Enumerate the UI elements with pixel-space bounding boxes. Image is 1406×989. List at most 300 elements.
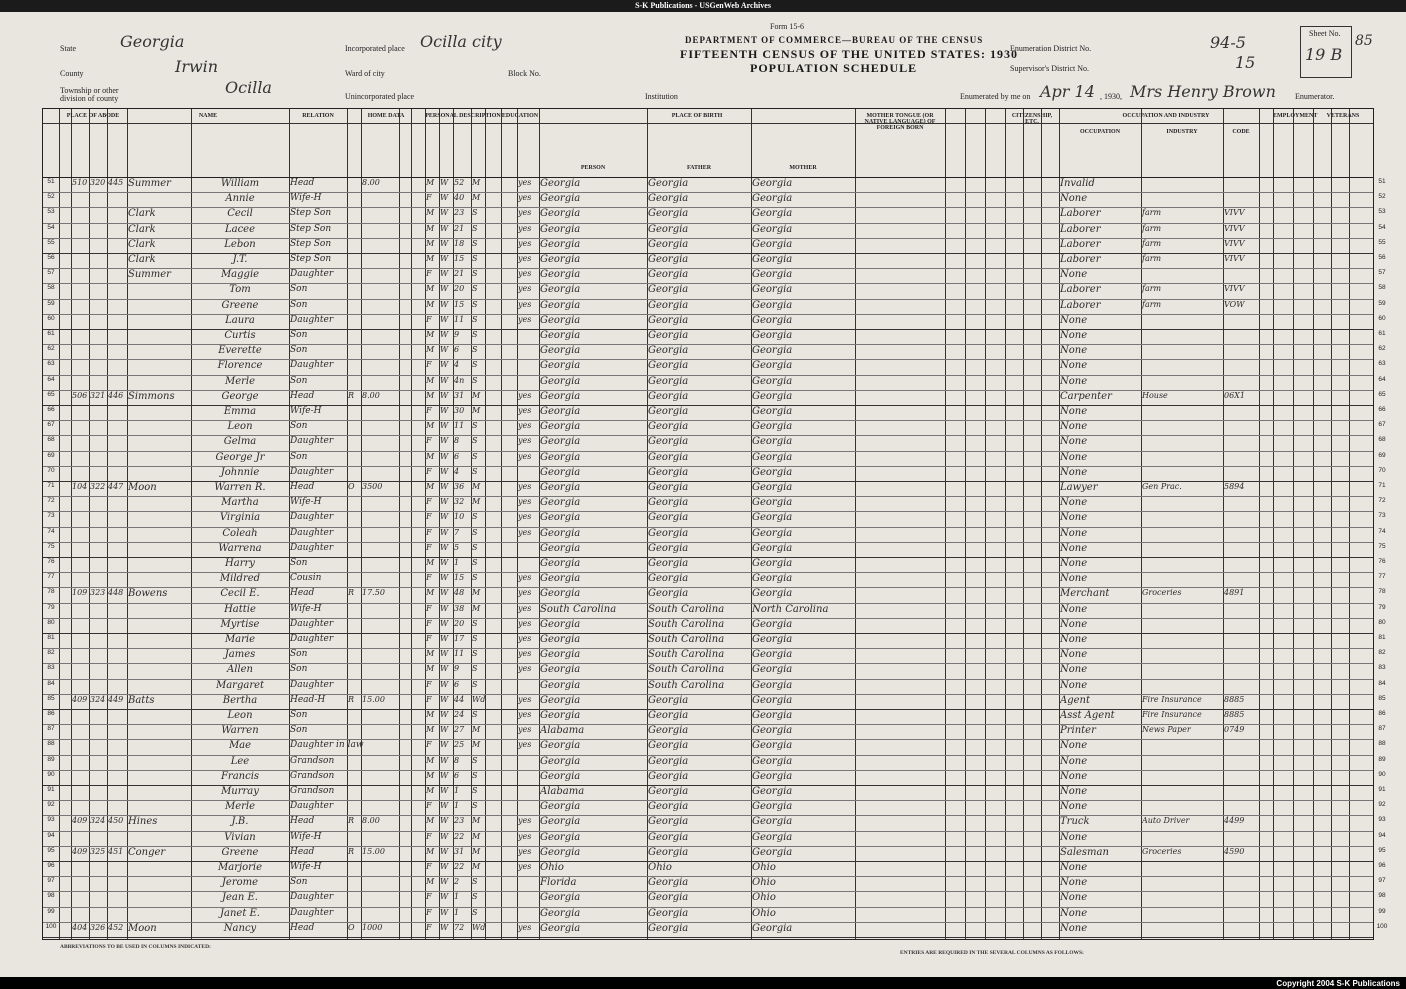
cell-mbp: Ohio — [752, 907, 776, 919]
cell-given: Cecil E. — [220, 588, 260, 600]
cell-ind: Auto Driver — [1142, 816, 1190, 826]
cell-age: 22 — [454, 862, 465, 871]
row-number-right: 58 — [1378, 284, 1386, 292]
cell-rel: Head-H — [290, 694, 326, 705]
cell-bp: Georgia — [540, 193, 581, 205]
cell-rel: Daughter — [290, 892, 334, 903]
cell-code: VIVV — [1224, 238, 1245, 248]
cell-mar: S — [472, 436, 478, 446]
row-number-right: 51 — [1378, 178, 1386, 185]
cell-fn: 447 — [108, 482, 124, 491]
cell-given: Mildred — [219, 573, 261, 585]
cell-code: VIVV — [1224, 254, 1245, 263]
cell-sex: F — [426, 740, 432, 750]
cell-rel: Son — [290, 299, 308, 310]
cell-race: W — [440, 740, 449, 750]
cell-occ: None — [1060, 634, 1088, 645]
group-header: CITIZENSHIP, ETC. — [1011, 113, 1053, 125]
cell-rel: Step Son — [290, 208, 332, 219]
cell-sex: M — [426, 390, 435, 400]
enum-district-value: 94-5 — [1210, 33, 1246, 52]
row-number: 70 — [47, 466, 55, 474]
row-number-right: 52 — [1378, 193, 1386, 201]
row-number-right: 76 — [1378, 558, 1386, 565]
cell-eng: yes — [518, 451, 532, 461]
cell-fbp: Georgia — [648, 421, 689, 433]
birth-subheader: MOTHER — [789, 165, 817, 171]
cell-mbp: Georgia — [752, 664, 793, 676]
row-number: 94 — [47, 831, 55, 839]
cell-age: 4 — [454, 360, 460, 370]
cell-given: Greene — [221, 299, 259, 311]
cell-surname: Simmons — [128, 390, 175, 402]
cell-race: W — [440, 375, 449, 385]
cell-val: 17.50 — [362, 588, 385, 598]
cell-surname: Hines — [128, 816, 158, 828]
cell-fn: 448 — [108, 588, 124, 598]
cell-rel: Son — [290, 421, 308, 432]
cell-bp: Georgia — [540, 755, 581, 767]
cell-rel: Daughter — [290, 634, 334, 644]
row-number: 78 — [47, 588, 55, 596]
cell-race: W — [440, 634, 449, 643]
row-number: 52 — [47, 193, 55, 201]
cell-eng: yes — [518, 436, 532, 446]
cell-rel: Son — [290, 284, 308, 295]
cell-bp: Georgia — [540, 922, 581, 934]
cell-age: 32 — [454, 497, 465, 507]
cell-fbp: Georgia — [648, 770, 689, 782]
cell-age: 7 — [454, 527, 460, 537]
cell-fbp: Georgia — [648, 360, 689, 372]
cell-eng: yes — [518, 208, 532, 218]
cell-given: Allen — [227, 664, 253, 676]
cell-bp: Georgia — [540, 238, 581, 250]
cell-fbp: Georgia — [648, 816, 689, 828]
incorporated-value: Ocilla city — [420, 32, 502, 51]
cell-mar: S — [472, 299, 478, 309]
cell-sex: F — [426, 512, 432, 522]
row-number: 60 — [47, 314, 55, 322]
cell-given: Annie — [225, 193, 255, 205]
cell-bp: Georgia — [540, 542, 581, 554]
cell-bp: Georgia — [540, 299, 581, 311]
cell-race: W — [440, 907, 449, 917]
cell-race: W — [440, 801, 449, 811]
row-number: 57 — [47, 269, 55, 277]
cell-mar: S — [472, 755, 478, 765]
cell-sex: M — [426, 755, 435, 765]
cell-age: 9 — [454, 330, 460, 339]
cell-age: 20 — [454, 284, 465, 294]
cell-ind: Groceries — [1142, 588, 1182, 598]
state-label: State — [60, 44, 76, 53]
cell-mar: S — [472, 558, 478, 567]
county-value: Irwin — [175, 57, 219, 76]
cell-surname: Moon — [128, 482, 157, 493]
cell-age: 6 — [454, 345, 460, 355]
cell-eng: yes — [518, 740, 532, 750]
cell-occ: None — [1060, 421, 1088, 433]
cell-given: Martha — [221, 497, 259, 509]
cell-mbp: Georgia — [752, 345, 793, 357]
cell-fbp: Georgia — [648, 269, 689, 281]
cell-race: W — [440, 664, 449, 674]
row-number: 73 — [47, 512, 55, 520]
cell-fbp: Georgia — [648, 330, 689, 341]
cell-sex: M — [426, 846, 435, 856]
cell-ind: House — [1142, 390, 1168, 400]
row-number-right: 65 — [1378, 390, 1386, 398]
cell-surname: Batts — [128, 694, 155, 706]
cell-rel: Wife-H — [290, 193, 322, 204]
cell-mar: M — [472, 862, 481, 871]
cell-race: W — [440, 497, 449, 507]
row-number-right: 63 — [1378, 360, 1386, 368]
cell-eng: yes — [518, 618, 532, 628]
cell-rel: Son — [290, 375, 308, 386]
cell-own: R — [348, 816, 355, 826]
row-number: 51 — [47, 178, 55, 185]
cell-code: 0749 — [1224, 725, 1245, 735]
group-divider — [43, 123, 1373, 124]
cell-occ: Laborer — [1060, 284, 1101, 296]
cell-given: Coleah — [222, 527, 258, 539]
cell-eng: yes — [518, 406, 532, 415]
cell-mbp: Georgia — [752, 375, 793, 387]
form-number: Form 15-6 — [770, 22, 804, 31]
cell-age: 1 — [454, 558, 460, 567]
cell-mar: M — [472, 178, 481, 187]
cell-bp: Georgia — [540, 269, 581, 281]
cell-occ: Lawyer — [1060, 482, 1098, 493]
cell-occ: None — [1060, 649, 1088, 661]
cell-mar: S — [472, 375, 478, 385]
cell-ind: Fire Insurance — [1142, 710, 1202, 719]
cell-eng: yes — [518, 725, 532, 735]
cell-rel: Son — [290, 451, 308, 462]
row-number-right: 68 — [1378, 436, 1386, 444]
cell-age: 10 — [454, 512, 465, 522]
cell-given: Virginia — [219, 512, 261, 524]
cell-rel: Daughter — [290, 527, 334, 538]
cell-mbp: Georgia — [752, 421, 793, 433]
cell-mar: S — [472, 786, 478, 795]
cell-bp: Georgia — [540, 223, 581, 235]
row-number: 100 — [45, 922, 57, 930]
cell-own: R — [348, 390, 355, 400]
cell-eng: yes — [518, 588, 532, 598]
cell-sex: M — [426, 588, 435, 598]
group-header: PERSONAL DESCRIPTION — [425, 113, 501, 119]
row-number-right: 74 — [1378, 527, 1386, 535]
cell-eng: yes — [518, 299, 532, 309]
cell-age: 15 — [454, 254, 465, 263]
cell-mar: M — [472, 588, 481, 598]
cell-eng: yes — [518, 846, 532, 856]
cell-given: Warren R. — [214, 482, 266, 493]
cell-mbp: Georgia — [752, 588, 793, 600]
cell-dw: 104 — [72, 482, 88, 491]
cell-race: W — [440, 892, 449, 902]
cell-code: 4499 — [1224, 816, 1245, 826]
cell-sex: M — [426, 254, 435, 263]
row-number: 74 — [47, 527, 55, 535]
cell-eng: yes — [518, 223, 532, 233]
enumerator-name: Mrs Henry Brown — [1130, 82, 1276, 101]
cell-bp: Georgia — [540, 497, 581, 509]
cell-mar: M — [472, 193, 481, 203]
abbrev-title: ABBREVIATIONS TO BE USED IN COLUMNS INDICATED: — [60, 944, 211, 950]
cell-sex: F — [426, 618, 432, 628]
cell-fbp: Georgia — [648, 892, 689, 904]
cell-given: Greene — [221, 846, 259, 858]
row-number-right: 89 — [1378, 755, 1386, 763]
cell-mbp: Georgia — [752, 816, 793, 828]
cell-bp: Georgia — [540, 801, 581, 813]
cell-age: 4n — [454, 375, 465, 385]
cell-given: Warrena — [218, 542, 262, 554]
cell-mbp: Georgia — [752, 770, 793, 782]
cell-eng: yes — [518, 178, 532, 187]
cell-occ: None — [1060, 862, 1088, 873]
cell-fbp: Georgia — [648, 573, 689, 585]
cell-fbp: Georgia — [648, 922, 689, 934]
row-number-right: 84 — [1378, 679, 1386, 687]
cell-fbp: Georgia — [648, 831, 689, 843]
cell-rel: Son — [290, 558, 308, 568]
cell-age: 8 — [454, 755, 460, 765]
cell-rel: Wife-H — [290, 406, 322, 416]
cell-age: 4 — [454, 466, 460, 476]
occupation-subheader: INDUSTRY — [1166, 129, 1198, 135]
cell-mbp: Georgia — [752, 542, 793, 554]
cell-given: Harry — [225, 558, 255, 569]
row-number: 53 — [47, 208, 55, 216]
cell-own: O — [348, 482, 355, 491]
cell-bp: Georgia — [540, 254, 581, 265]
cell-sex: M — [426, 284, 435, 294]
cell-occ: None — [1060, 360, 1088, 372]
cell-bp: Georgia — [540, 846, 581, 858]
row-number-right: 97 — [1378, 877, 1386, 885]
cell-age: 1 — [454, 786, 460, 795]
cell-mbp: Georgia — [752, 299, 793, 311]
cell-mar: S — [472, 542, 478, 552]
cell-sex: F — [426, 679, 432, 689]
cell-eng: yes — [518, 649, 532, 659]
cell-bp: South Carolina — [540, 603, 617, 615]
row-number: 83 — [47, 664, 55, 672]
cell-mar: S — [472, 269, 478, 279]
cell-mar: S — [472, 770, 478, 780]
cell-occ: None — [1060, 755, 1088, 767]
cell-sex: M — [426, 345, 435, 355]
row-number-right: 57 — [1378, 269, 1386, 277]
cell-val: 3500 — [362, 482, 383, 491]
cell-occ: None — [1060, 679, 1088, 691]
row-number: 61 — [47, 330, 55, 337]
cell-race: W — [440, 755, 449, 765]
row-number: 92 — [47, 801, 55, 809]
cell-occ: None — [1060, 892, 1088, 904]
cell-bp: Georgia — [540, 314, 581, 326]
group-header: OCCUPATION AND INDUSTRY — [1122, 113, 1210, 119]
cell-sex: F — [426, 406, 432, 415]
row-number-right: 87 — [1378, 725, 1386, 733]
row-number: 72 — [47, 497, 55, 505]
cell-sex: M — [426, 178, 435, 187]
cell-mar: S — [472, 618, 478, 628]
cell-given: William — [220, 178, 260, 189]
cell-bp: Georgia — [540, 451, 581, 463]
cell-val: 15.00 — [362, 694, 385, 704]
cell-bp: Georgia — [540, 892, 581, 904]
row-number: 62 — [47, 345, 55, 353]
row-number: 58 — [47, 284, 55, 292]
group-header: NAME — [198, 113, 218, 119]
row-number-right: 77 — [1378, 573, 1386, 581]
cell-dw: 409 — [72, 694, 88, 704]
cell-rel: Cousin — [290, 573, 322, 584]
cell-code: VIVV — [1224, 284, 1245, 294]
cell-occ: Agent — [1060, 694, 1090, 706]
top-banner: S-K Publications - USGenWeb Archives — [0, 0, 1406, 12]
row-number-right: 72 — [1378, 497, 1386, 505]
cell-race: W — [440, 542, 449, 552]
cell-race: W — [440, 786, 449, 795]
row-number: 79 — [47, 603, 55, 611]
cell-sex: F — [426, 542, 432, 552]
cell-age: 15 — [454, 573, 465, 583]
cell-surname: Conger — [128, 846, 166, 858]
cell-rel: Wife-H — [290, 497, 322, 508]
cell-val: 8.00 — [362, 178, 380, 187]
cell-mar: S — [472, 238, 478, 248]
cell-val: 8.00 — [362, 390, 380, 400]
cell-given: George Jr — [215, 451, 265, 463]
row-number-right: 93 — [1378, 816, 1386, 824]
cell-val: 15.00 — [362, 846, 385, 856]
cell-rel: Wife-H — [290, 603, 322, 614]
cell-mar: S — [472, 679, 478, 689]
cell-given: Merle — [224, 375, 256, 387]
cell-age: 18 — [454, 238, 465, 248]
cell-sex: M — [426, 421, 435, 431]
row-number: 77 — [47, 573, 55, 581]
group-header: EMPLOYMENT — [1273, 113, 1318, 119]
row-number: 96 — [47, 862, 55, 869]
cell-fbp: Georgia — [648, 846, 689, 858]
cell-mbp: Georgia — [752, 178, 793, 189]
cell-given: Myrtise — [220, 618, 260, 630]
cell-fn: 449 — [108, 694, 124, 704]
cell-sex: F — [426, 193, 432, 203]
row-number-right: 92 — [1378, 801, 1386, 809]
cell-bp: Georgia — [540, 770, 581, 782]
row-divider — [43, 937, 1373, 938]
cell-occ: None — [1060, 558, 1088, 569]
cell-fbp: Georgia — [648, 725, 689, 737]
cell-occ: None — [1060, 466, 1088, 478]
group-header: VETERANS — [1326, 113, 1360, 119]
cell-mar: S — [472, 208, 478, 218]
cell-given: James — [224, 649, 256, 661]
cell-sex: F — [426, 466, 432, 476]
cell-fbp: Georgia — [648, 755, 689, 767]
cell-eng: yes — [518, 238, 532, 248]
cell-mbp: Georgia — [752, 497, 793, 509]
cell-given: Gelma — [223, 436, 257, 448]
row-number: 56 — [47, 254, 55, 261]
cell-bp: Georgia — [540, 436, 581, 448]
cell-mbp: Georgia — [752, 558, 793, 569]
cell-given: Tom — [229, 284, 251, 296]
cell-age: 9 — [454, 664, 460, 674]
row-number: 69 — [47, 451, 55, 459]
cell-sex: M — [426, 664, 435, 674]
cell-eng: yes — [518, 314, 532, 324]
row-number-right: 98 — [1378, 892, 1386, 900]
cell-fbp: Georgia — [648, 208, 689, 220]
cell-bp: Georgia — [540, 390, 581, 402]
cell-eng: yes — [518, 573, 532, 583]
cell-fbp: Georgia — [648, 527, 689, 539]
cell-code: VIVV — [1224, 223, 1245, 233]
supervisor-value: 15 — [1235, 53, 1256, 72]
cell-sex: F — [426, 603, 432, 613]
cell-given: Laura — [225, 314, 255, 326]
cell-fbp: Ohio — [648, 862, 672, 873]
cell-age: 48 — [454, 588, 465, 598]
cell-fbp: South Carolina — [648, 634, 725, 645]
cell-race: W — [440, 649, 449, 659]
cell-fbp: Georgia — [648, 512, 689, 524]
cell-given: Nancy — [223, 922, 257, 934]
cell-fbp: Georgia — [648, 451, 689, 463]
row-number-right: 67 — [1378, 421, 1386, 429]
cell-mbp: Georgia — [752, 527, 793, 539]
cell-bp: Georgia — [540, 284, 581, 296]
cell-occ: None — [1060, 801, 1088, 813]
cell-sex: M — [426, 451, 435, 461]
cell-fn: 452 — [108, 922, 124, 932]
row-number: 63 — [47, 360, 55, 368]
cell-race: W — [440, 512, 449, 522]
row-number-right: 83 — [1378, 664, 1386, 672]
cell-mbp: Georgia — [752, 786, 793, 797]
row-number-right: 95 — [1378, 846, 1386, 854]
cell-sex: F — [426, 922, 432, 932]
cell-race: W — [440, 345, 449, 355]
cell-eng: yes — [518, 284, 532, 294]
cell-code: 4590 — [1224, 846, 1245, 856]
cell-mbp: Georgia — [752, 208, 793, 220]
cell-eng: yes — [518, 527, 532, 537]
cell-age: 6 — [454, 770, 460, 780]
cell-race: W — [440, 558, 449, 567]
row-number: 59 — [47, 299, 55, 307]
cell-mar: M — [472, 846, 481, 856]
cell-fbp: Georgia — [648, 299, 689, 311]
cell-rel: Wife-H — [290, 862, 322, 872]
row-number: 86 — [47, 710, 55, 717]
cell-mbp: Georgia — [752, 679, 793, 691]
cell-race: W — [440, 421, 449, 431]
group-header: PLACE OF ABODE — [66, 113, 120, 119]
cell-sex: F — [426, 436, 432, 446]
cell-own: O — [348, 922, 355, 932]
